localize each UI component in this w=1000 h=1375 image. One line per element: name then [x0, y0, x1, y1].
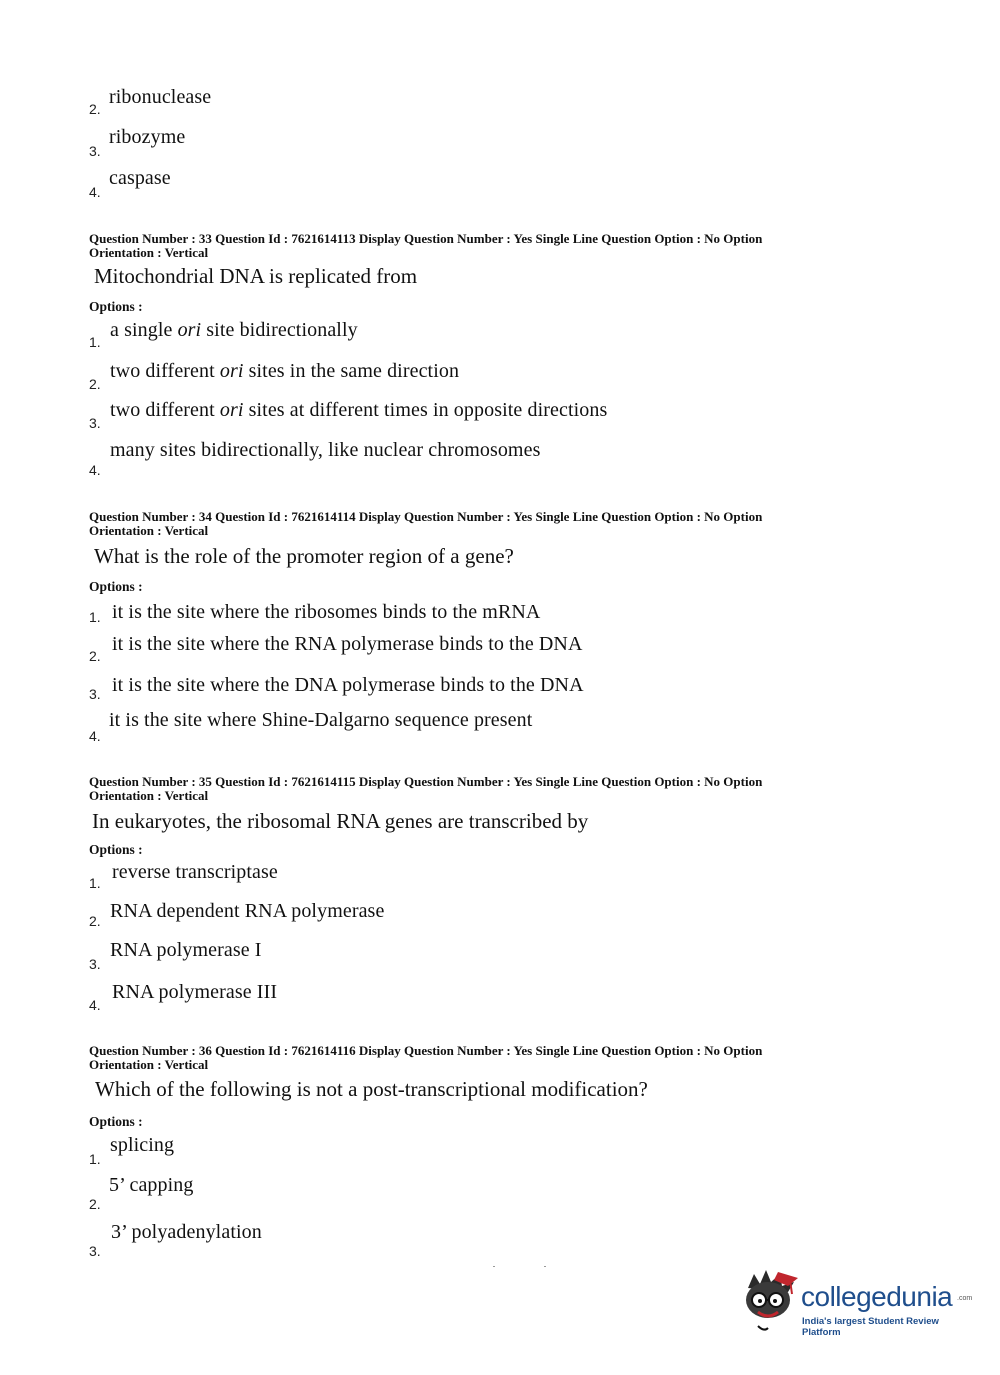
- options-label: Options :: [89, 579, 143, 594]
- question-text: Which of the following is not a post-transcriptional modification?: [95, 1077, 648, 1101]
- option-number: 1.: [89, 334, 101, 350]
- question-meta-line1: Question Number : 36 Question Id : 7621614116 Display Question Number : Yes Single Line Question Option : No Option: [89, 1043, 763, 1058]
- option-text: RNA dependent RNA polymerase: [110, 900, 385, 922]
- scan-artifact: [493, 1266, 495, 1267]
- question-meta: [89, 232, 889, 260]
- question-meta-line2: Orientation : Vertical: [89, 788, 209, 803]
- question-meta: [89, 775, 889, 803]
- option-text: a single ori site bidirectionally: [110, 319, 358, 341]
- question-meta: [89, 1044, 889, 1072]
- mascot-icon: [738, 1268, 802, 1338]
- option-number: 2.: [89, 913, 101, 929]
- question-meta-line2: Orientation : Vertical: [89, 1057, 209, 1072]
- option-number: 1.: [89, 1151, 101, 1167]
- option-text: it is the site where the DNA polymerase binds to the DNA: [112, 674, 584, 696]
- question-meta-line1: Question Number : 33 Question Id : 7621614113 Display Question Number : Yes Single Line Question Option : No Option: [89, 231, 763, 246]
- logo-wordmark: collegedunia: [801, 1281, 953, 1312]
- question-text: In eukaryotes, the ribosomal RNA genes are transcribed by: [92, 809, 589, 833]
- logo-tagline: India's largest Student Review Platform: [802, 1316, 939, 1338]
- option-number: 3.: [89, 415, 101, 431]
- option-emphasis: ori: [177, 319, 202, 341]
- option-text: it is the site where the ribosomes binds to the mRNA: [112, 601, 541, 623]
- option-emphasis: ori: [219, 399, 244, 421]
- option-number: 4.: [89, 728, 101, 744]
- option-text: two different ori sites in the same direction: [110, 360, 460, 382]
- option-text: two different ori sites at different times in opposite directions: [110, 399, 608, 421]
- option-text: reverse transcriptase: [112, 861, 278, 883]
- option-text: many sites bidirectionally, like nuclear chromosomes: [110, 439, 541, 461]
- options-label: Options :: [89, 1114, 143, 1129]
- option-text: it is the site where the RNA polymerase binds to the DNA: [112, 633, 583, 655]
- options-label: Options :: [89, 299, 143, 314]
- option-number: 4.: [89, 462, 101, 478]
- option-number: 3.: [89, 143, 101, 159]
- option-text: 3’ polyadenylation: [111, 1221, 262, 1243]
- option-number: 2.: [89, 1196, 101, 1212]
- option-emphasis: ori: [219, 360, 244, 382]
- question-meta-line1: Question Number : 34 Question Id : 7621614114 Display Question Number : Yes Single Line Question Option : No Option: [89, 509, 763, 524]
- question-meta: [89, 510, 889, 538]
- option-text: it is the site where Shine-Dalgarno sequence present: [109, 709, 533, 731]
- option-number: 1.: [89, 875, 101, 891]
- option-text: ribonuclease: [109, 86, 212, 108]
- option-text: caspase: [109, 167, 171, 189]
- options-label: Options :: [89, 842, 143, 857]
- option-number: 2.: [89, 101, 101, 117]
- question-text: Mitochondrial DNA is replicated from: [94, 264, 418, 288]
- option-number: 3.: [89, 686, 101, 702]
- question-meta-line2: Orientation : Vertical: [89, 523, 209, 538]
- option-number: 3.: [89, 956, 101, 972]
- option-number: 2.: [89, 376, 101, 392]
- option-text: RNA polymerase I: [110, 939, 262, 961]
- option-number: 4.: [89, 184, 101, 200]
- option-text: 5’ capping: [109, 1174, 194, 1196]
- scan-artifact: [544, 1266, 546, 1267]
- option-number: 4.: [89, 997, 101, 1013]
- option-number: 3.: [89, 1243, 101, 1259]
- question-meta-line2: Orientation : Vertical: [89, 245, 209, 260]
- option-text: RNA polymerase III: [112, 981, 278, 1003]
- question-text: What is the role of the promoter region of a gene?: [94, 544, 514, 568]
- question-meta-line1: Question Number : 35 Question Id : 7621614115 Display Question Number : Yes Single Line Question Option : No Option: [89, 774, 763, 789]
- option-number: 2.: [89, 648, 101, 664]
- collegedunia-logo: [738, 1268, 978, 1340]
- logo-domain-suffix: .com: [957, 1295, 973, 1302]
- option-number: 1.: [89, 609, 101, 625]
- option-text: ribozyme: [109, 126, 186, 148]
- option-text: splicing: [110, 1134, 175, 1156]
